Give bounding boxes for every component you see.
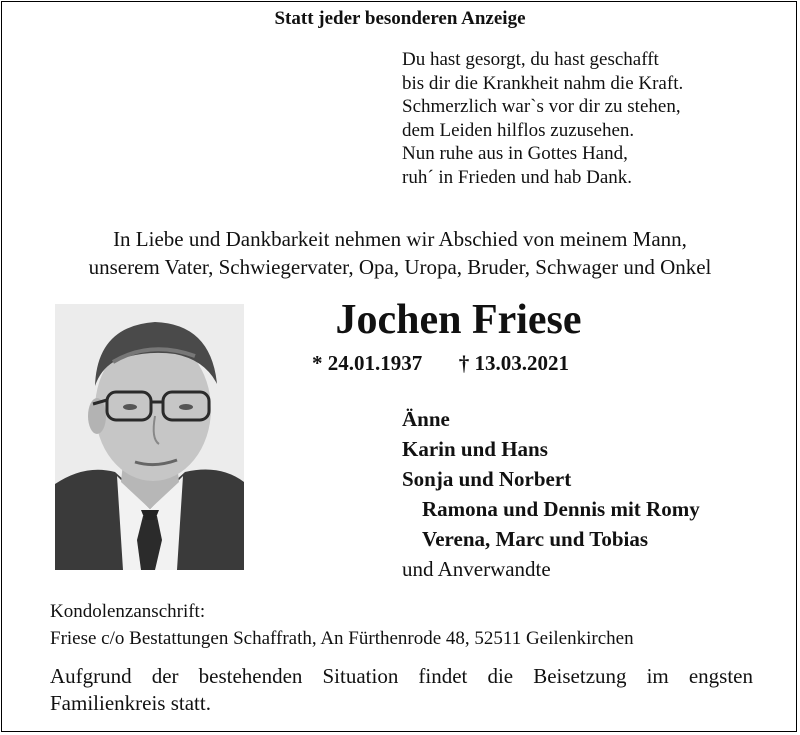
burial-notice: Aufgrund der bestehenden Situation findet die Beisetzung im engsten Familienkreis statt. [50, 664, 753, 715]
portrait-photo-illustration [55, 304, 244, 570]
mourner-name: Änne [402, 407, 450, 431]
poem-line: Du hast gesorgt, du hast geschafft [402, 49, 659, 70]
mourner-name: Verena, Marc und Tobias [422, 527, 649, 551]
poem-line: ruh´ in Frieden und hab Dank. [402, 166, 633, 188]
deceased-name: Jochen Friese [335, 297, 582, 343]
mourner-relatives: und Anverwandte [402, 557, 551, 581]
farewell-text [0, 225, 800, 281]
life-dates [312, 351, 569, 376]
farewell-line: unserem Vater, Schwiegervater, Opa, Uropa, Bruder, Schwager und Onkel [88, 255, 712, 279]
condolence-label: Kondolenzanschrift: [50, 601, 206, 622]
poem-line: bis dir die Krankheit nahm die Kraft. [402, 72, 684, 94]
death-date: † 13.03.2021 [458, 351, 569, 375]
poem-line: Nun ruhe aus in Gottes Hand, [402, 143, 628, 164]
header-line: Statt jeder besonderen Anzeige [274, 8, 526, 29]
poem [402, 48, 683, 189]
portrait-photo [55, 304, 244, 570]
condolence-address-line: Friese c/o Bestattungen Schaffrath, An Fürthenrode 48, 52511 Geilenkirchen [50, 628, 634, 649]
birth-date: * 24.01.1937 [312, 351, 423, 375]
mourners-list [402, 404, 700, 584]
poem-line: dem Leiden hilflos zuzusehen. [402, 119, 635, 141]
condolence-address [50, 598, 634, 652]
mourner-name: Sonja und Norbert [402, 467, 572, 491]
mourner-name: Karin und Hans [402, 437, 548, 461]
poem-line: Schmerzlich war`s vor dir zu stehen, [402, 96, 681, 117]
mourner-name: Ramona und Dennis mit Romy [422, 497, 700, 521]
farewell-line: In Liebe und Dankbarkeit nehmen wir Abschied von meinem Mann, [113, 227, 687, 251]
